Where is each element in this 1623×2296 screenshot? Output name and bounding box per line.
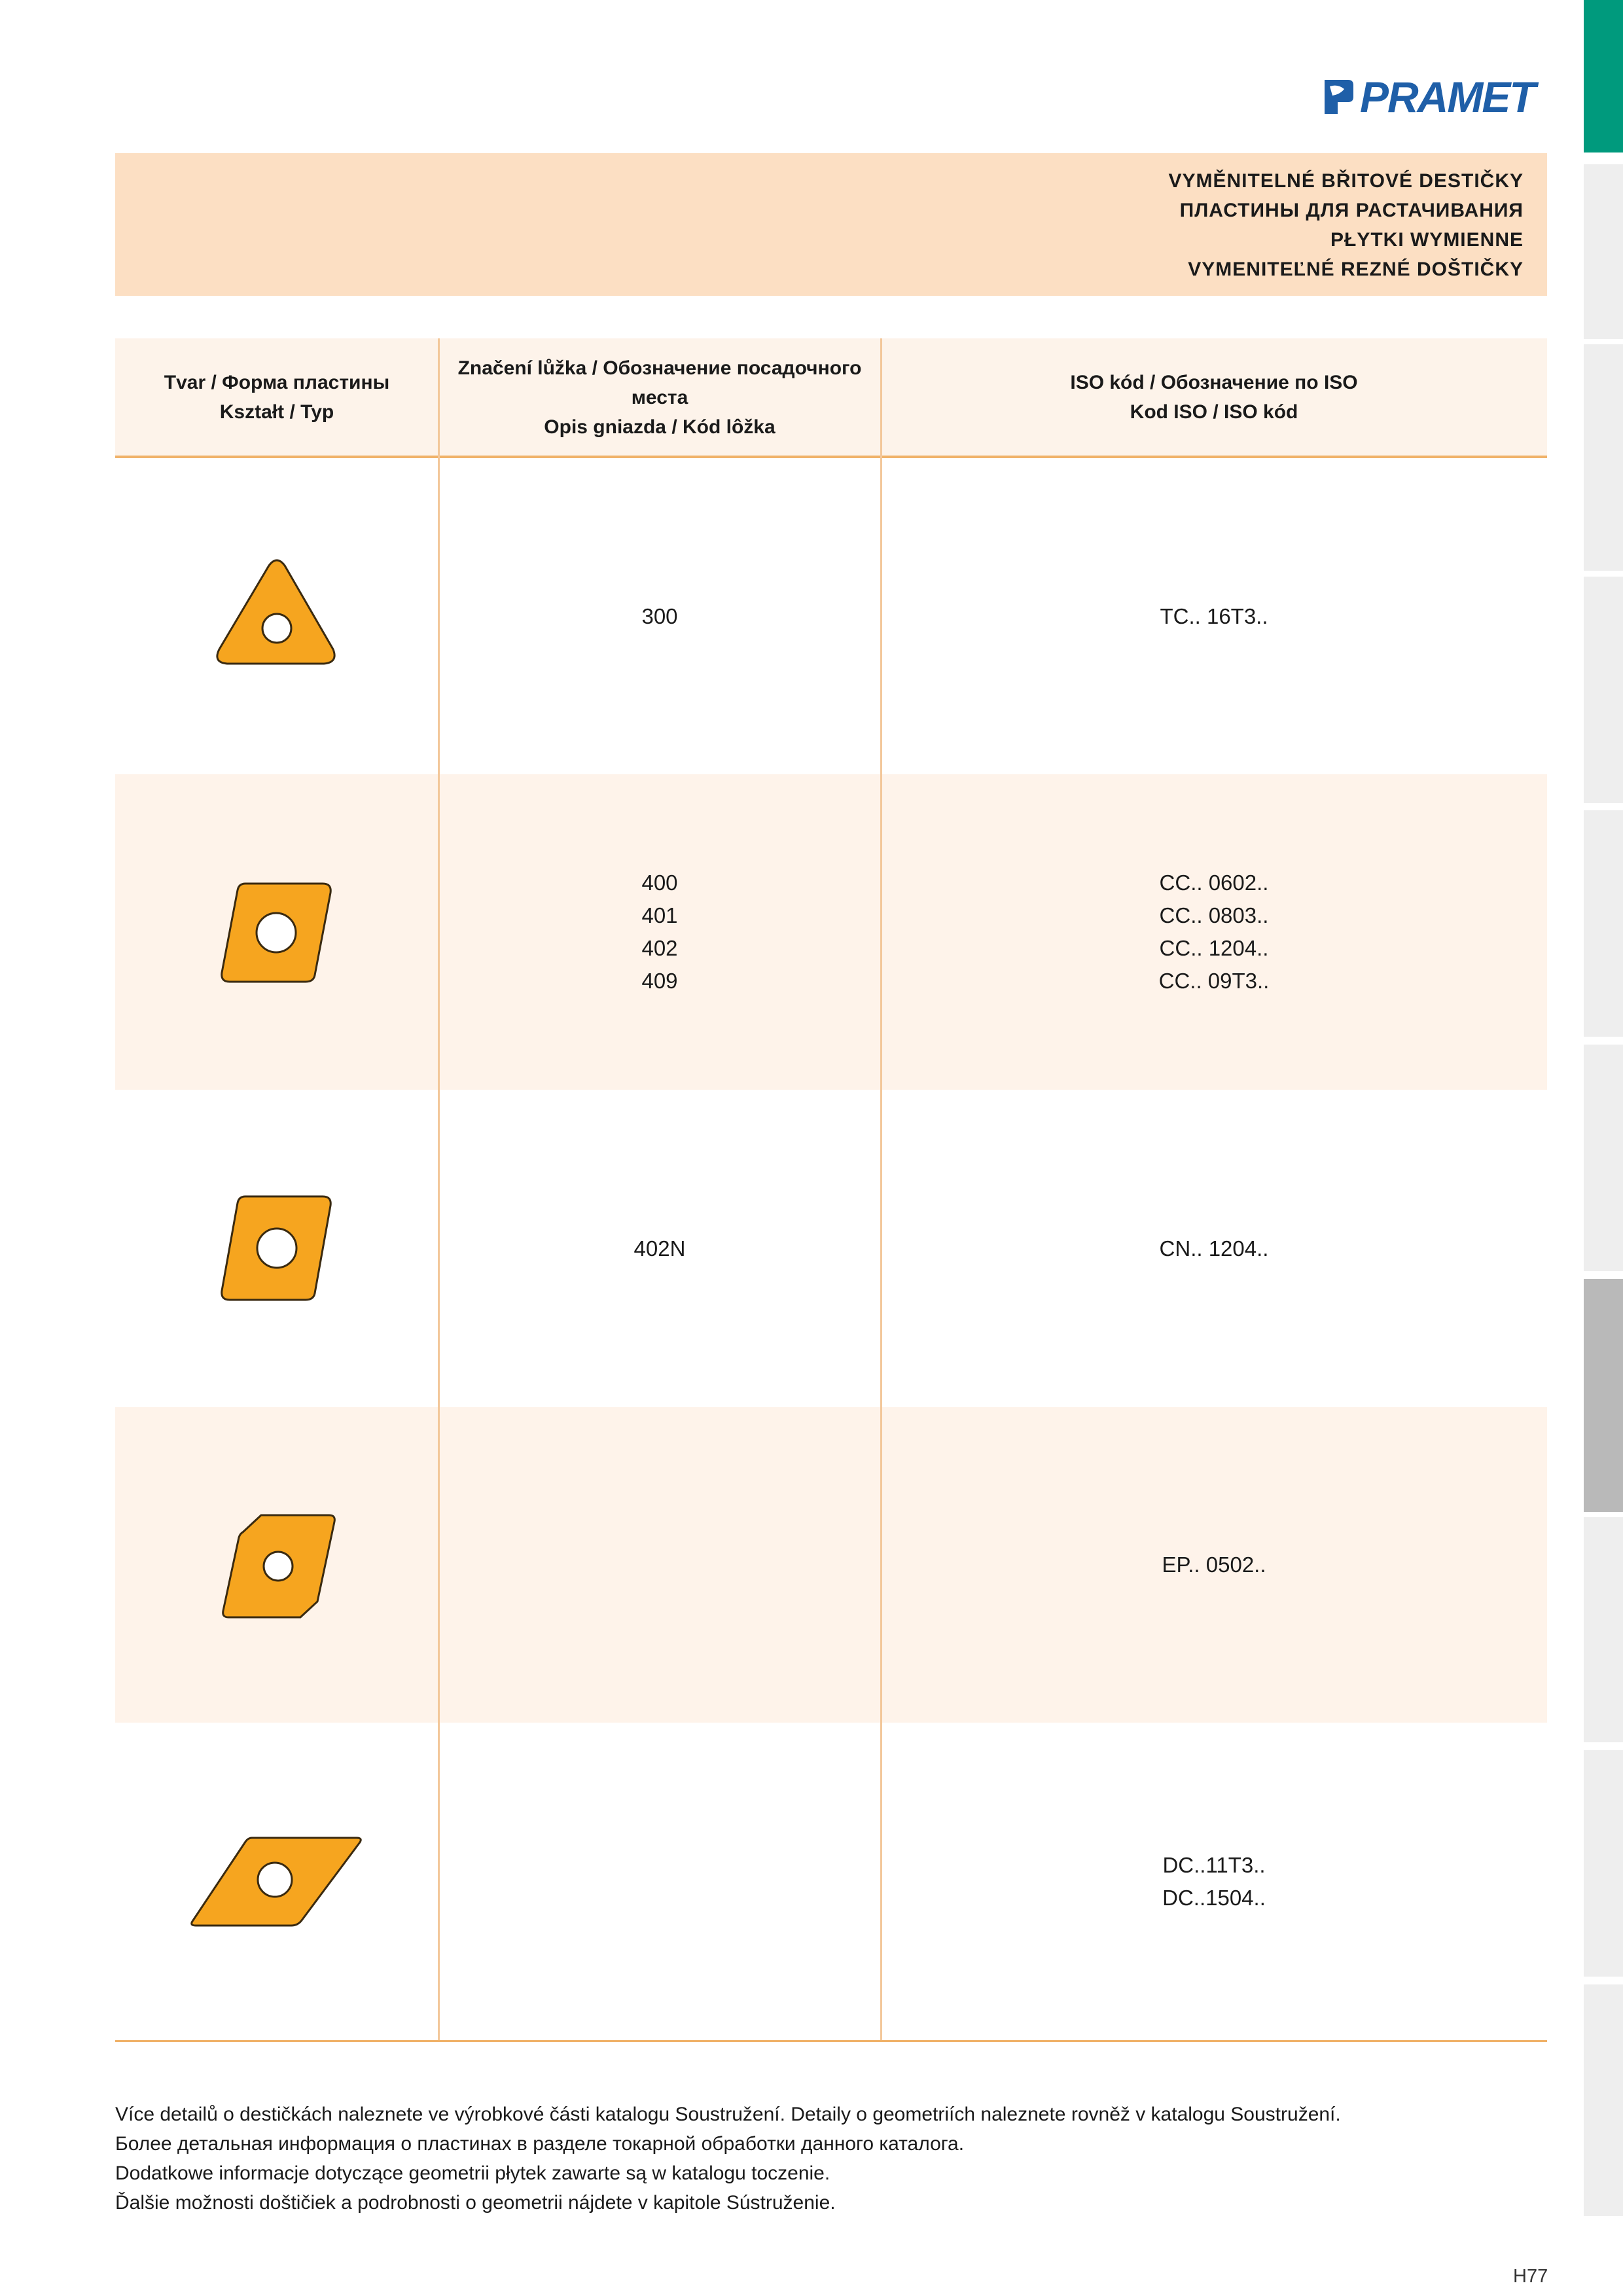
header-shape-line2: Kształt / Typ <box>219 401 334 423</box>
iso-code: CC.. 0602.. <box>1159 870 1269 895</box>
table-row <box>115 1723 1547 2040</box>
table-bottom-rule <box>115 2040 1547 2042</box>
footnote-ru: Более детальная информация о пластинах в разделе токарной обработки данного каталога. <box>115 2133 965 2155</box>
header-iso-line1: ISO kód / Обозначение по ISO <box>1070 372 1358 393</box>
header-shape-line1: Tvar / Форма пластины <box>164 372 390 393</box>
section-tab-strip <box>1584 0 1623 2216</box>
footnote-sk: Ďalšie možnosti doštičiek a podrobnosti o geometrii nájdete v kapitole Sústruženie. <box>115 2192 836 2214</box>
iso-cell <box>881 1723 1547 2040</box>
section-tab[interactable] <box>1584 1750 1623 1977</box>
rhombic-chamfered-insert-icon <box>205 1506 349 1624</box>
column-divider <box>880 338 882 2041</box>
footnote-pl: Dodatkowe informacje dotyczące geometrii płytek zawarte są w katalogu toczenie. <box>115 2162 830 2184</box>
iso-code: TC.. 16T3.. <box>1160 603 1268 628</box>
footnote-cz: Více detailů o destičkách naleznete ve výrobkové části katalogu Soustružení. Detaily o geometriích naleznete rovněž v katalogu Soustružení. <box>115 2104 1341 2125</box>
rhombic-55-insert-icon <box>185 1833 368 1931</box>
page-title <box>1168 166 1524 284</box>
iso-cell <box>881 1090 1547 1407</box>
seat-code: 402N <box>633 1236 686 1261</box>
seat-cell <box>438 1723 881 2040</box>
section-tab[interactable] <box>1584 577 1623 803</box>
shape-cell <box>115 1090 438 1407</box>
iso-code: DC..11T3.. <box>1162 1852 1266 1877</box>
seat-cell <box>438 774 881 1090</box>
seat-cell <box>438 1407 881 1723</box>
iso-cell <box>881 1407 1547 1723</box>
section-tab-active[interactable] <box>1584 0 1623 152</box>
seat-cell <box>438 458 881 774</box>
title-line-ru: ПЛАСТИНЫ ДЛЯ РАСТАЧИВАНИЯ <box>1179 200 1524 221</box>
iso-cell <box>881 458 1547 774</box>
table-row <box>115 458 1547 774</box>
table-row <box>115 1090 1547 1407</box>
section-tab[interactable] <box>1584 1984 1623 2216</box>
title-line-sk: VYMENITEĽNÉ REZNÉ DOŠTIČKY <box>1188 259 1524 280</box>
iso-code: CC.. 0803.. <box>1159 903 1269 927</box>
column-divider <box>438 338 440 2041</box>
title-band <box>115 153 1547 296</box>
table-header <box>115 338 1547 456</box>
header-seat <box>438 338 881 456</box>
header-seat-line2: Opis gniazda / Kód lôžka <box>544 416 776 438</box>
seat-code: 400 <box>641 870 678 895</box>
section-tab[interactable] <box>1584 1517 1623 1742</box>
page-number: H77 <box>1513 2266 1548 2287</box>
pramet-logo <box>1322 73 1548 120</box>
table-row <box>115 774 1547 1090</box>
seat-code: 409 <box>641 969 678 993</box>
shape-cell <box>115 1723 438 2040</box>
section-tab[interactable] <box>1584 344 1623 571</box>
shape-cell <box>115 458 438 774</box>
header-seat-line1: Značení lůžka / Обозначение посадочного места <box>457 357 862 408</box>
shape-cell <box>115 774 438 1090</box>
iso-cell <box>881 774 1547 1090</box>
title-line-cz: VYMĚNITELNÉ BŘITOVÉ DESTIČKY <box>1168 170 1524 192</box>
table-row <box>115 1407 1547 1723</box>
header-iso <box>881 338 1547 456</box>
brand-name: PRAMET <box>1360 73 1535 121</box>
pramet-logo-mark-icon <box>1322 77 1356 117</box>
seat-code: 300 <box>641 603 678 628</box>
iso-code: CC.. 1204.. <box>1159 936 1269 960</box>
header-iso-line2: Kod ISO / ISO kód <box>1130 401 1298 423</box>
iso-code: EP.. 0502.. <box>1162 1552 1266 1577</box>
section-tab-current[interactable] <box>1584 1279 1623 1512</box>
header-shape <box>115 338 438 456</box>
shape-cell <box>115 1407 438 1723</box>
triangle-insert-icon <box>205 551 349 682</box>
title-line-pl: PŁYTKI WYMIENNE <box>1330 229 1524 251</box>
section-tab[interactable] <box>1584 810 1623 1037</box>
iso-code: CC.. 09T3.. <box>1158 969 1270 993</box>
seat-code: 402 <box>641 936 678 960</box>
section-tab[interactable] <box>1584 1045 1623 1271</box>
iso-code: DC..1504.. <box>1162 1885 1266 1910</box>
seat-cell <box>438 1090 881 1407</box>
rhombic-80-insert-icon <box>205 873 349 991</box>
section-tab[interactable] <box>1584 164 1623 339</box>
footnotes <box>115 2100 1489 2217</box>
seat-code: 401 <box>641 903 678 927</box>
rhombic-80-negative-insert-icon <box>205 1190 349 1308</box>
iso-code: CN.. 1204.. <box>1159 1236 1269 1261</box>
